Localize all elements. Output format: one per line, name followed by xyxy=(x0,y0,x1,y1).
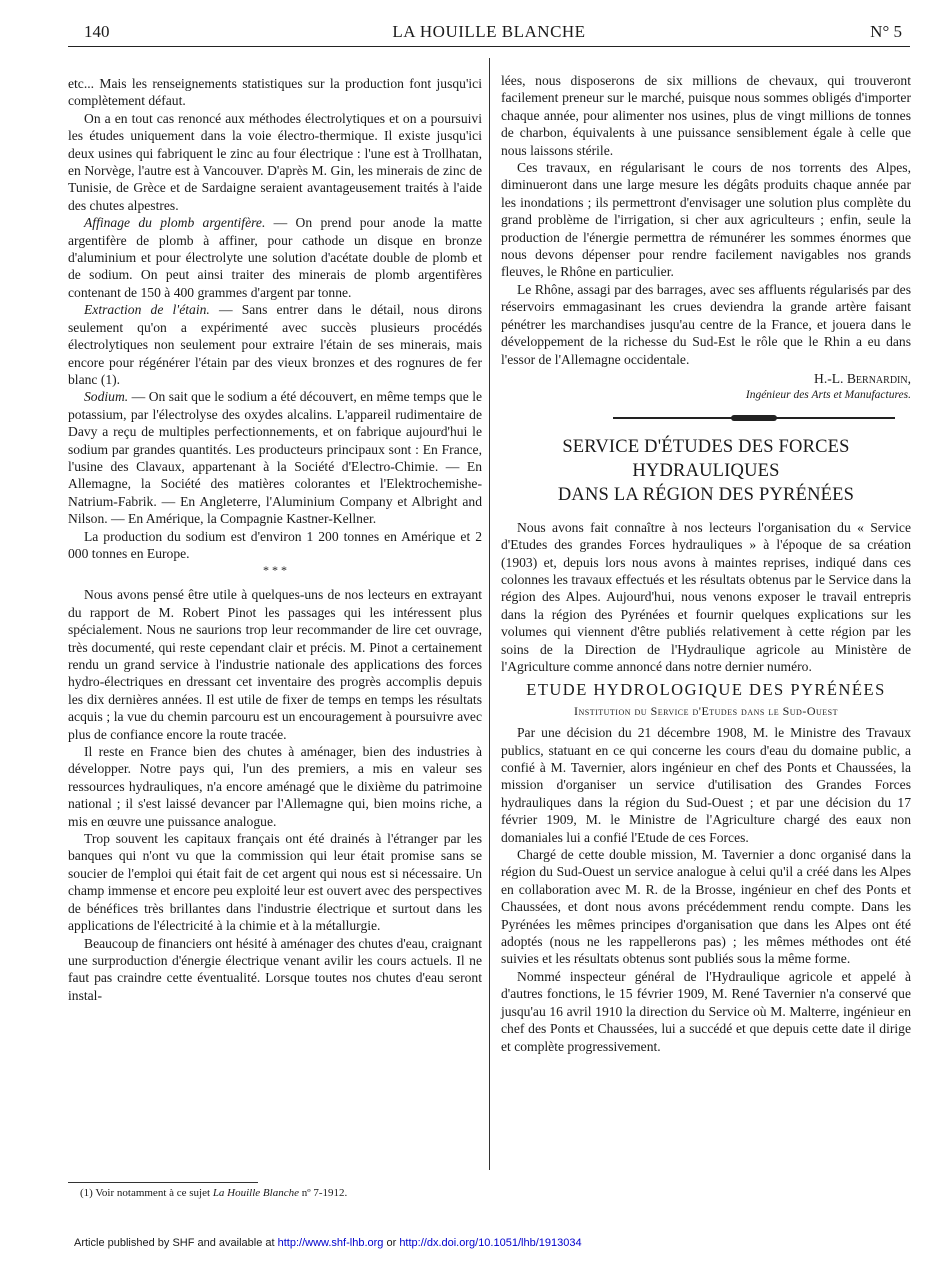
paragraph: Trop souvent les capitaux français ont été drainés à l'étranger par les banques qui n'ont vu que la commission qui leur était promise sans se soucier de l'emploi qui était fait de cet argent qui nous est si nécessaire. Un champ immense et encore peu exploité leur est ouvert avec des perspectives de bénéfices très brillantes dans l'industrie électrique et surtout dans les applications de l'électricité à la chimie et à la métallurgie. xyxy=(68,831,482,934)
shf-link[interactable]: http://www.shf-lhb.org xyxy=(277,1237,384,1249)
left-column xyxy=(68,75,482,1004)
footnote-rule xyxy=(68,1182,258,1183)
paragraph: Extraction de l'étain. — Sans entrer dans le détail, nous dirons seulement qu'on a expérimenté avec succès plusieurs procédés électrolytiques non seulement pour extraire l'étain de ses minerais, mais encore pour régénérer l'étain par des vieux bronzes et des rognures de fer blanc (1). xyxy=(68,302,482,387)
right-column xyxy=(501,72,911,1055)
section-separator-stars: * * * xyxy=(263,563,287,578)
paragraph: Affinage du plomb argentifère. — On prend pour anode la matte argentifère de plomb à affiner, pour cathode un disque en bronze d'aluminium et pour électrolyte une solution d'acétate double de plomb et de sodium. On peut ainsi traiter des minerais de plomb argentifères contenant de 150 à 400 grammes d'argent par tonne. xyxy=(68,215,483,300)
paragraph: La production du sodium est d'environ 1 200 tonnes en Amérique et 2 000 tonnes en Europe. xyxy=(68,528,482,561)
paragraph: Beaucoup de financiers ont hésité à aménager des chutes d'eau, craignant une surproduction d'énergie électrique venant avilir les cours actuels. Il ne faut pas craindre cette éventualité. Lorsque toutes nos chutes d'eau seront instal- xyxy=(68,935,482,1003)
paragraph: Sodium. — On sait que le sodium a été découvert, en même temps que le potassium, par l'électrolyse des oxydes alcalins. L'appareil rudimentaire de Davy a reçu de multiples perfectionnements, et on fabrique aujourd'hui le sodium par grandes quantités. Les producteurs principaux sont : En France, l'usine des Clavaux, appartenant à la Société d'Electro-Chimie. — En Allemagne, la Société des matières colorantes et l'Elektrochemishe-Natrium-Fabrik. — En Angleterre, l'Aluminium Company et Albright and Nilson. — En Amérique, la Compagnie Kastner-Kellner. xyxy=(68,389,482,527)
paragraph: etc... Mais les renseignements statistiques sur la production font jusqu'ici complètement défaut. xyxy=(68,76,482,109)
paragraph-heading: Sodium. xyxy=(84,389,129,405)
paragraph-heading: Extraction de l'étain. xyxy=(84,302,210,318)
paragraph: Nous avons pensé être utile à quelques-uns de nos lecteurs en extrayant du rapport de M. Robert Pinot les passages qui les intéressent plus spécialement. Nous ne saurions trop leur recommander de lire cet ouvrage, très documenté, qui reste cependant clair et précis. M. Pinot a certainement rendu un grand service à l'industrie nationale des applications des forces hydro-électriques en dressant cet inventaire des progrès accomplis depuis les dix dernières années. Il est utile de fixer de temps en temps les résultats acquis ; la vue du chemin parcouru est un encouragement à poursuivre avec plus de confiance encore la route tracée. xyxy=(68,587,482,742)
column-divider xyxy=(489,58,490,1170)
paragraph: Il reste en France bien des chutes à aménager, bien des industries à développer. Notre pays qui, l'un des premiers, a mis en valeur ses ressources hydrauliques, n'a encore aménagé que le dixième du patrimoine national ; il s'est laissé devancer par l'Allemagne qui, bien moins riche, a mis en œuvre une puissance analogue. xyxy=(68,744,482,829)
paragraph-heading: Affinage du plomb argentifère. xyxy=(84,215,266,231)
page-header xyxy=(76,22,902,44)
author-signature: H.-L. Bernardin, xyxy=(814,370,911,386)
footnote: (1) Voir notamment à ce sujet La Houille Blanche nº 7-1912. xyxy=(80,1187,348,1199)
page-number: 140 xyxy=(84,22,110,41)
paragraph: Nommé inspecteur général de l'Hydraulique agricole et appelé à d'autres fonctions, le 15 février 1909, M. René Tavernier n'a conservé que jusqu'au 16 avril 1910 la direction du Service où M. Malterre, ingénieur en chef des Ponts et Chaussées, lui a succédé et que depuis cette date il dirige et complète progressivement. xyxy=(501,968,911,1054)
doi-link[interactable]: http://dx.doi.org/10.1051/lhb/1913034 xyxy=(399,1237,582,1249)
article-divider xyxy=(613,415,895,421)
paragraph: lées, nous disposerons de six millions de chevaux, qui trouveront facilement preneur sur le marché, puisque nous sommes obligés d'importer chaque année, pour alimenter nos usines, plus de vingt millions de tonnes de charbon, équivalents à une puissance sensiblement égale à celle que nous laissons stérile. xyxy=(501,73,911,158)
paragraph: Nous avons fait connaître à nos lecteurs l'organisation du « Service d'Etudes des grandes Forces hydrauliques » à l'époque de sa création (1903) et, depuis lors nous avons à maintes reprises, indiqué dans ces colonnes les travaux effectués et les résultats obtenus par le Service dans la région des Alpes. Aujourd'hui, nous venons exposer le travail entrepris dans la région des Pyrénées et fournir quelques explications sur les volumes qui viennent d'être publiés relativement à cette région par les soins de la Direction de l'Hydraulique agricole au Ministère de l'Agriculture comme annoncé dans notre dernier numéro. xyxy=(501,519,911,674)
paragraph: Le Rhône, assagi par des barrages, avec ses affluents régularisés par des réservoirs emmagasinant les crues deviendra la grande artère faisant pénétrer les marchandises jusqu'au centre de la France, et jouera dans le développement de la richesse du Sud-Est le rôle que le Rhin a eu dans l'essor de l'Allemagne occidentale. xyxy=(501,281,911,367)
paragraph: Chargé de cette double mission, M. Tavernier a donc organisé dans la région du Sud-Ouest un service analogue à celui qu'il a créé dans les Alpes en collaboration avec M. R. de la Brosse, ingénieur en chef des Ponts et Chaussées, et dont nous avons précédemment rendu compte. Dans les Pyrénées les mêmes principes d'organisation que dans les Alpes ont été adoptés (nous ne les rappellerons pas) ; les mêmes méthodes ont été suivies et les résultats obtenus sont publiés sous la même forme. xyxy=(501,847,911,967)
subsection-subtitle: Institution du Service d'Etudes dans le Sud-Ouest xyxy=(573,703,838,718)
publication-footer: Article published by SHF and available at http://www.shf-lhb.org or http://dx.doi.org/10.1051/lhb/1913034 xyxy=(74,1237,582,1249)
journal-title: LA HOUILLE BLANCHE xyxy=(392,22,586,41)
subsection-title: ETUDE HYDROLOGIQUE DES PYRÉNÉES xyxy=(526,680,886,700)
author-affiliation: Ingénieur des Arts et Manufactures. xyxy=(745,389,911,402)
paragraph: Par une décision du 21 décembre 1908, M. le Ministre des Travaux publics, statuant en ce qui concerne les cours d'eau du domaine public, a confié à M. Tavernier, alors ingénieur en chef des Ponts et Chaussées, la mission d'organiser un service d'utilisation des Grandes Forces hydrauliques dans la région du Sud-Ouest ; et par une décision du 17 février 1909, M. le Ministre de l'Agriculture chargé des eaux non domaniales lui a confié l'Etude de ces Forces. xyxy=(501,725,911,845)
paragraph: On a en tout cas renoncé aux méthodes électrolytiques et on a poursuivi les études uniquement dans la voie électro-thermique. Il existe jusqu'ici deux usines qui fabriquent le zinc au four électrique : l'une est à Trollhatan, en Norvège, l'autre est à Vancouver. D'après M. Gin, les minerais de zinc de Tunisie, de Grèce et de Sardaigne seraient avantageusement traités à l'aide des chutes alpestres. xyxy=(68,110,482,213)
section-title: SERVICE D'ÉTUDES DES FORCES HYDRAULIQUES DANS LA RÉGION DES PYRÉNÉES xyxy=(557,436,855,505)
paragraph: Ces travaux, en régularisant le cours de nos torrents des Alpes, diminueront dans une large mesure les dégâts produits chaque année par les inondations ; ils permettront d'envisager une solution plus complète du grand problème de l'irrigation, si cher aux agriculteurs ; enfin, seule la production de l'énergie permettra de rémunérer les sommes énormes que nous devons dépenser pour rendre facilement navigables nos grands fleuves, le Rhône en particulier. xyxy=(501,160,911,280)
issue-number: N° 5 xyxy=(870,22,902,41)
header-rule xyxy=(68,46,910,47)
